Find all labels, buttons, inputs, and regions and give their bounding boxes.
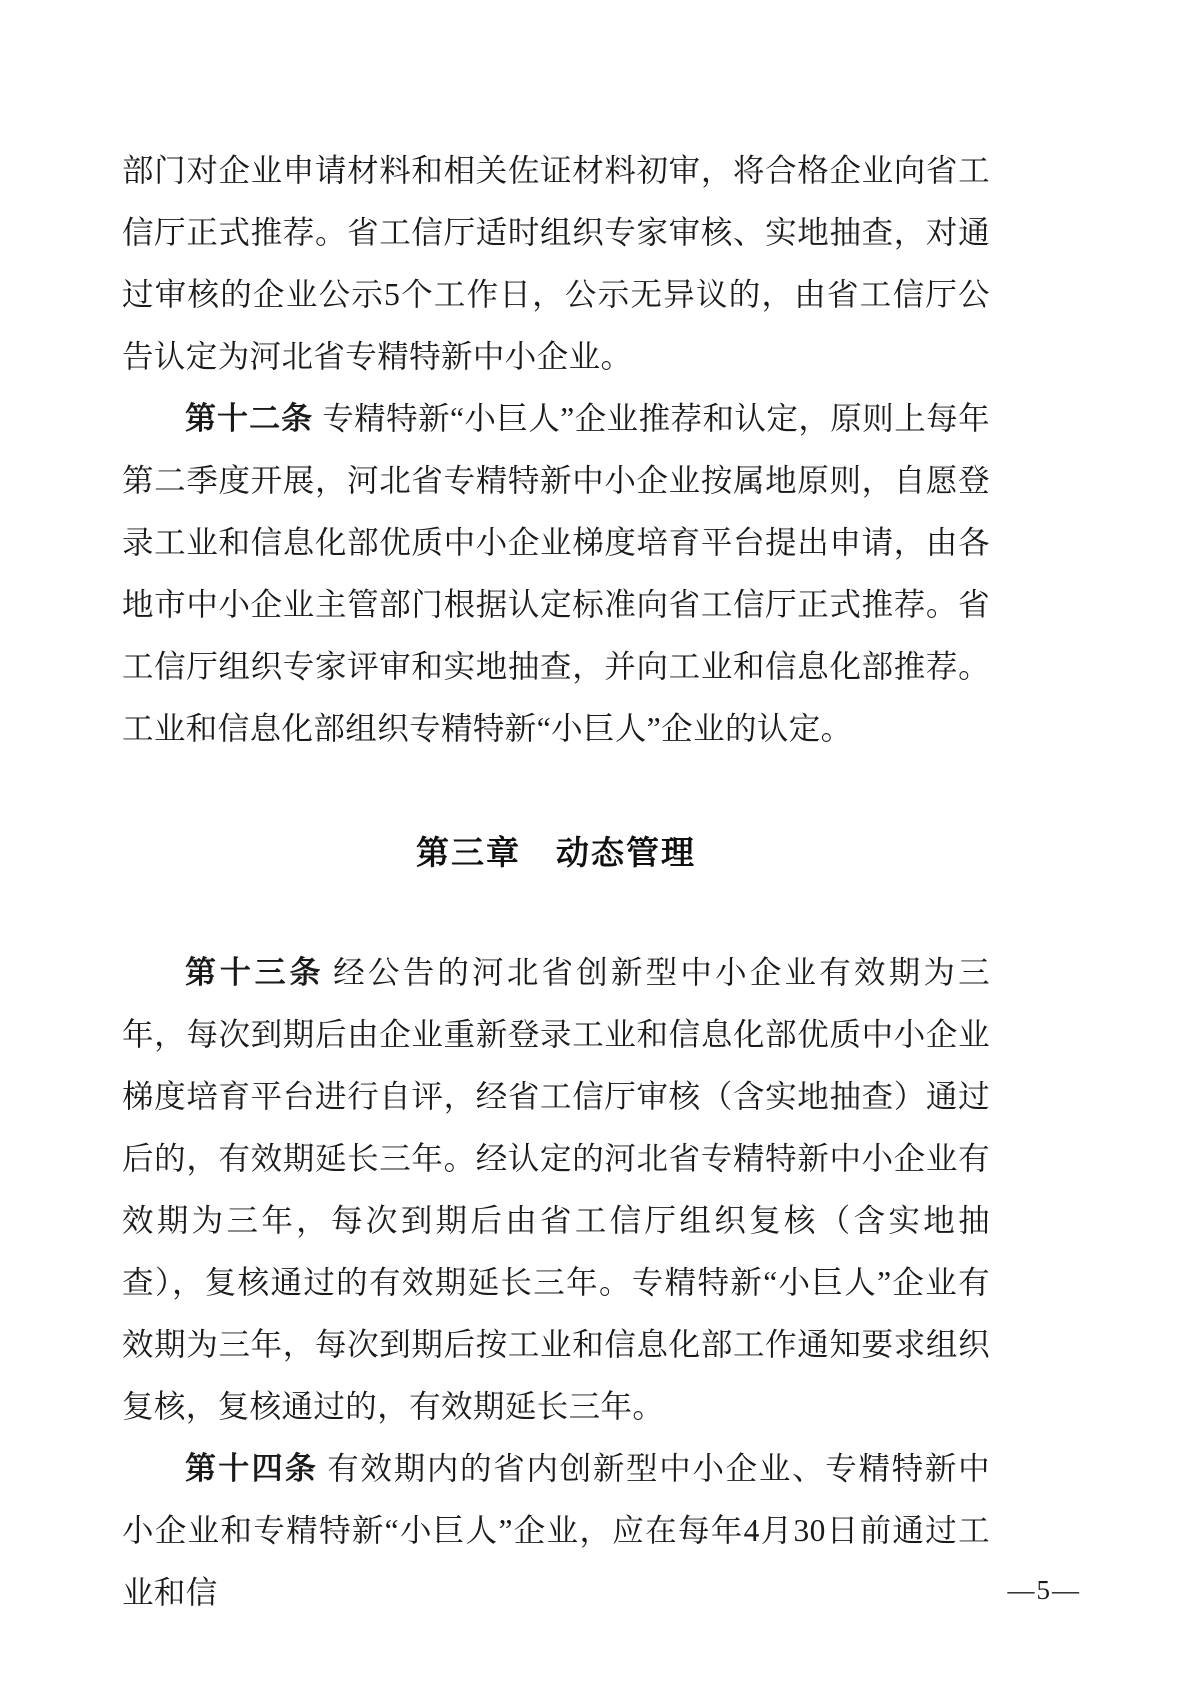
chapter-heading-three: 第三章 动态管理 (416, 834, 696, 871)
article-label-thirteen: 第十三条 (185, 955, 325, 990)
paragraph-article-12 (122, 388, 990, 760)
paragraph-article-14 (122, 1438, 990, 1624)
page-number: —5— (1007, 1575, 1081, 1605)
heading-spacer-above (122, 760, 990, 822)
paragraph-article-13 (122, 942, 990, 1438)
article-label-fourteen: 第十四条 (185, 1451, 319, 1486)
paragraph-article-11-continued (122, 140, 990, 388)
page-content (122, 140, 990, 1624)
article-label-twelve: 第十二条 (185, 401, 314, 436)
paragraph-text: 部门对企业申请材料和相关佐证材料初审，将合格企业向省工信厅正式推荐。省工信厅适时组织专家审核、实地抽查，对通过审核的企业公示5个工作日，公示无异议的，由省工信厅公告认定为河北省专精特新中小企业。 (122, 153, 990, 374)
paragraph-text: 经公告的河北省创新型中小企业有效期为三年，每次到期后由企业重新登录工业和信息化部优质中小企业梯度培育平台进行自评，经省工信厅审核（含实地抽查）通过后的，有效期延长三年。经认定的河北省专精特新中小企业有效期为三年，每次到期后由省工信厅组织复核（含实地抽查），复核通过的有效期延长三年。专精特新“小巨人”企业有效期为三年，每次到期后按工业和信息化部工作通知要求组织复核，复核通过的，有效期延长三年。 (122, 955, 991, 1424)
heading-spacer-below (122, 884, 990, 942)
paragraph-text: 有效期内的省内创新型中小企业、专精特新中小企业和专精特新“小巨人”企业，应在每年4月30日前通过工业和信 (122, 1451, 990, 1610)
paragraph-text: 专精特新“小巨人”企业推荐和认定，原则上每年第二季度开展，河北省专精特新中小企业按属地原则，自愿登录工业和信息化部优质中小企业梯度培育平台提出申请，由各地市中小企业主管部门根据认定标准向省工信厅正式推荐。省工信厅组织专家评审和实地抽查，并向工业和信息化部推荐。工业和信息化部组织专精特新“小巨人”企业的认定。 (122, 401, 991, 746)
